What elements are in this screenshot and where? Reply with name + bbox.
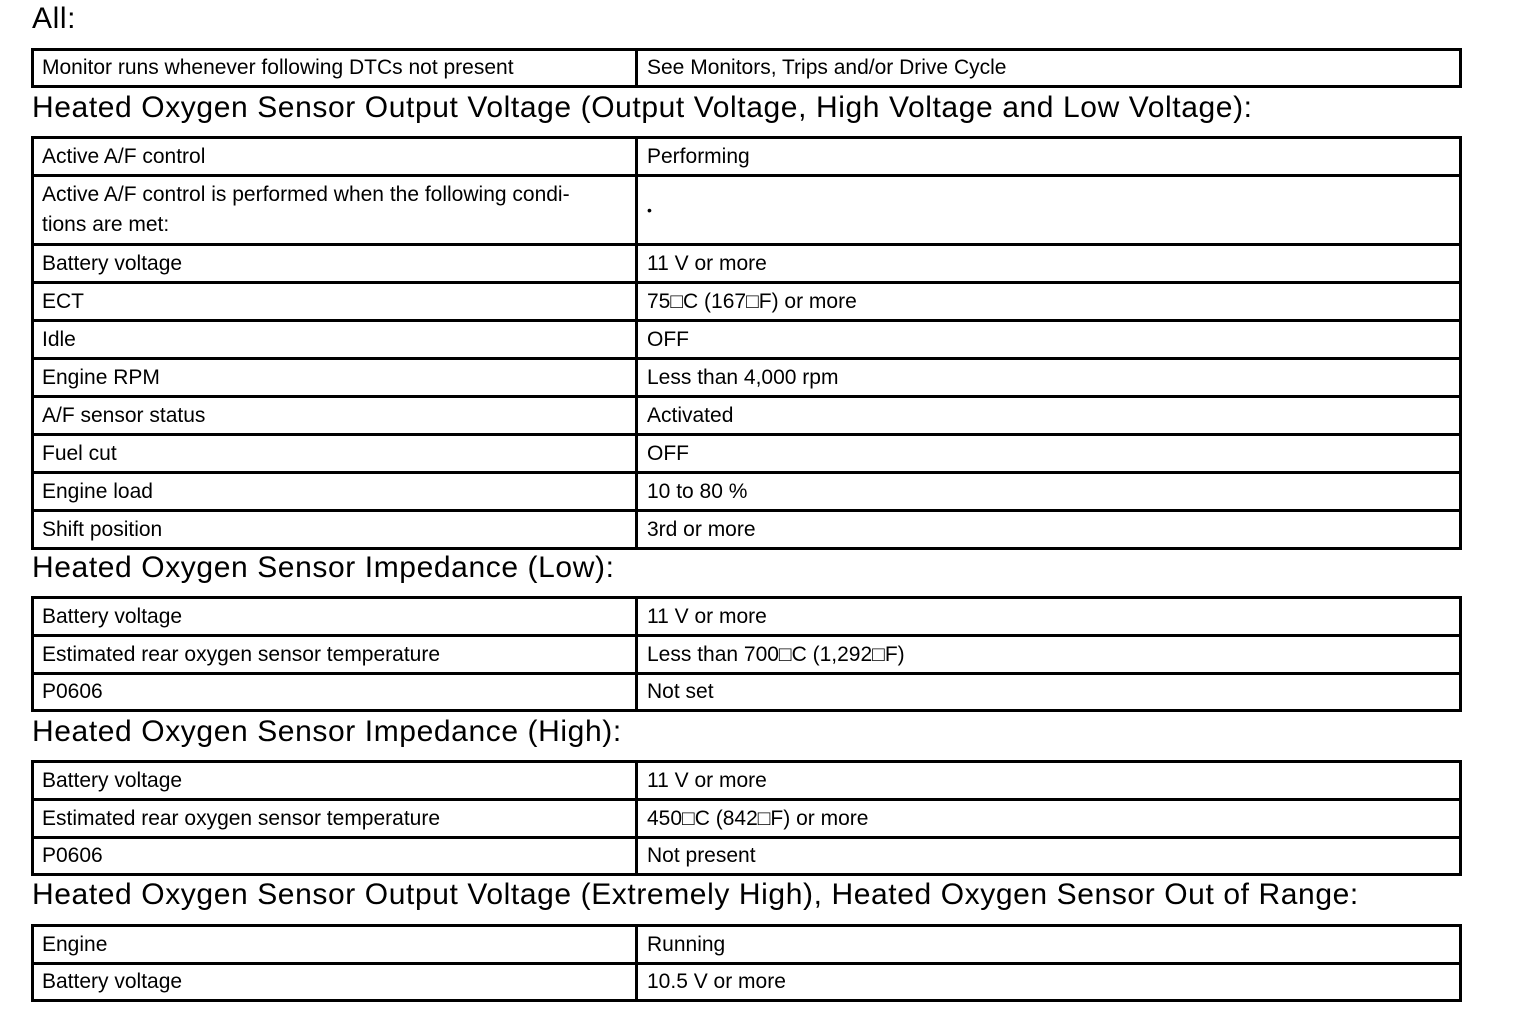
condition-value: 3rd or more [637,511,1461,549]
table-row [33,435,1461,473]
condition-value: 10.5 V or more [637,964,1461,1001]
condition-label: P0606 [33,674,637,711]
conditions-table-extremely-high [31,924,1462,1002]
condition-value: 450□C (842□F) or more [637,800,1461,838]
table-row [33,473,1461,511]
table-row [33,964,1461,1001]
condition-label: Shift position [33,511,637,549]
table-row [33,50,1461,87]
table-row [33,800,1461,838]
condition-value: See Monitors, Trips and/or Drive Cycle [637,50,1461,87]
conditions-table-output-voltage [31,136,1462,550]
section-heading-impedance-high: Heated Oxygen Sensor Impedance (High): [32,715,622,748]
section-heading-output-voltage: Heated Oxygen Sensor Output Voltage (Output Voltage, High Voltage and Low Voltage): [32,91,1253,124]
condition-label: Monitor runs whenever following DTCs not present [33,50,637,87]
section-heading-extremely-high: Heated Oxygen Sensor Output Voltage (Extremely High), Heated Oxygen Sensor Out of Range: [32,878,1359,911]
table-row [33,926,1461,964]
condition-label: Battery voltage [33,598,637,636]
condition-value: Running [637,926,1461,964]
table-row [33,511,1461,549]
section-heading-impedance-low: Heated Oxygen Sensor Impedance (Low): [32,551,615,584]
table-row [33,359,1461,397]
table-row [33,321,1461,359]
condition-label: Active A/F control [33,138,637,176]
condition-value: 11 V or more [637,598,1461,636]
table-row [33,636,1461,674]
table-row [33,762,1461,800]
condition-label: Battery voltage [33,964,637,1001]
table-row [33,838,1461,875]
condition-label: ECT [33,283,637,321]
condition-label: Estimated rear oxygen sensor temperature [33,800,637,838]
condition-value: • [637,176,1461,245]
condition-value: Less than 4,000 rpm [637,359,1461,397]
table-row [33,176,1461,245]
condition-value: Not set [637,674,1461,711]
table-row [33,245,1461,283]
condition-value: OFF [637,435,1461,473]
section-heading-all: All: [32,2,77,35]
table-row [33,397,1461,435]
condition-value: Not present [637,838,1461,875]
condition-value: 11 V or more [637,245,1461,283]
condition-label: Active A/F control is performed when the following condi- tions are met: [33,176,637,245]
conditions-table-all [31,48,1462,88]
condition-value: 10 to 80 % [637,473,1461,511]
condition-label: A/F sensor status [33,397,637,435]
condition-value: 75□C (167□F) or more [637,283,1461,321]
condition-value: Activated [637,397,1461,435]
condition-label: Battery voltage [33,245,637,283]
conditions-table-impedance-high [31,760,1462,876]
condition-label: Estimated rear oxygen sensor temperature [33,636,637,674]
table-row [33,283,1461,321]
table-row [33,674,1461,711]
table-row [33,138,1461,176]
condition-value: Less than 700□C (1,292□F) [637,636,1461,674]
condition-label: P0606 [33,838,637,875]
conditions-table-impedance-low [31,596,1462,712]
condition-label: Engine [33,926,637,964]
table-row [33,598,1461,636]
condition-value: Performing [637,138,1461,176]
condition-label: Engine load [33,473,637,511]
condition-label: Engine RPM [33,359,637,397]
condition-label: Fuel cut [33,435,637,473]
condition-value: OFF [637,321,1461,359]
condition-value: 11 V or more [637,762,1461,800]
condition-label: Idle [33,321,637,359]
condition-label: Battery voltage [33,762,637,800]
